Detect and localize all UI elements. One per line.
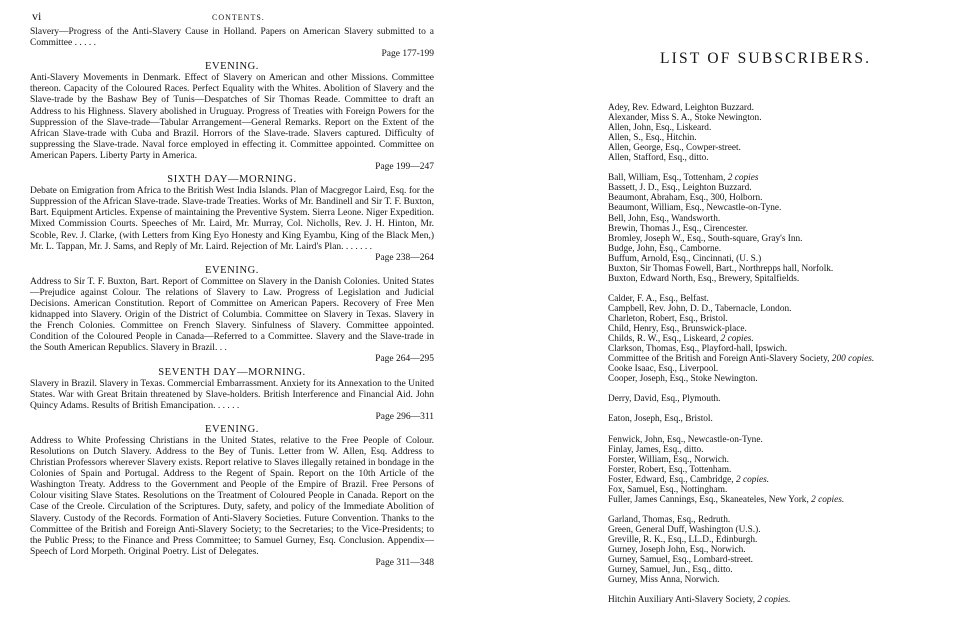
section-heading: EVENING. bbox=[204, 61, 260, 73]
subscriber-name: Finlay, James, Esq., ditto. bbox=[608, 444, 704, 455]
subscriber-entry bbox=[608, 394, 968, 404]
subscriber-name: Clarkson, Thomas, Esq., Playford-hall, Ipswich. bbox=[608, 344, 788, 355]
subscriber-name: Gurney, Samuel, Jun., Esq., ditto. bbox=[608, 565, 733, 576]
subscriber-entry bbox=[608, 455, 968, 465]
subscriber-entry bbox=[608, 173, 968, 183]
subscriber-entry bbox=[608, 113, 968, 123]
subscriber-name: Buxton, Edward North, Esq., Brewery, Spitalfields. bbox=[608, 273, 800, 284]
section-heading: SEVENTH DAY—MORNING. bbox=[158, 366, 306, 378]
subscriber-entry bbox=[608, 435, 968, 445]
subscriber-name: Gurney, Joseph John, Esq., Norwich. bbox=[608, 545, 746, 556]
contents-list bbox=[30, 27, 434, 569]
subscriber-name: Derry, David, Esq., Plymouth. bbox=[608, 394, 721, 405]
group-spacer bbox=[608, 384, 968, 394]
subscriber-name: Beaumont, Abraham, Esq., 300, Holborn. bbox=[608, 193, 763, 204]
subscriber-entry bbox=[608, 545, 968, 555]
group-spacer bbox=[608, 163, 968, 173]
subscriber-entry bbox=[608, 374, 968, 384]
subscriber-entry bbox=[608, 294, 968, 304]
subscriber-entry bbox=[608, 575, 968, 585]
subscriber-entry bbox=[608, 334, 968, 344]
subscriber-entry bbox=[608, 555, 968, 565]
subscriber-entry bbox=[608, 183, 968, 193]
group-spacer bbox=[608, 425, 968, 435]
page-reference: Page 296—311 bbox=[375, 411, 434, 422]
subscriber-entry bbox=[608, 354, 968, 364]
left-page bbox=[0, 0, 455, 632]
subscriber-name: Eaton, Joseph, Esq., Bristol. bbox=[608, 414, 713, 425]
subscriber-name: Forster, Robert, Esq., Tottenham. bbox=[608, 464, 732, 475]
subscriber-entry bbox=[608, 203, 968, 213]
subscriber-entry bbox=[608, 535, 968, 545]
subscriber-entry bbox=[608, 274, 968, 284]
copies-count: 2 copies. bbox=[720, 334, 754, 345]
subscriber-name: Charleton, Robert, Esq., Bristol. bbox=[608, 313, 728, 324]
subscriber-entry bbox=[608, 324, 968, 334]
subscriber-name: Bassett, J. D., Esq., Leighton Buzzard. bbox=[608, 183, 752, 194]
subscriber-entry bbox=[608, 495, 968, 505]
page-reference: Page 199—247 bbox=[375, 162, 434, 173]
subscriber-name: Fuller, James Cannings, Esq., Skaneateles, New York, bbox=[608, 494, 809, 505]
subscriber-list bbox=[608, 103, 968, 605]
subscriber-name: Foster, Edward, Esq., Cambridge, bbox=[608, 474, 734, 485]
subscriber-name: Gurney, Miss Anna, Norwich. bbox=[608, 575, 720, 586]
section-heading: EVENING. bbox=[204, 423, 260, 435]
subscribers-title: LIST OF SUBSCRIBERS. bbox=[660, 50, 872, 67]
group-spacer bbox=[608, 505, 968, 515]
subscriber-entry bbox=[608, 193, 968, 203]
subscriber-entry bbox=[608, 304, 968, 314]
subscriber-entry bbox=[608, 254, 968, 264]
contents-intro-text: Slavery—Progress of the Anti-Slavery Cause in Holland. Papers on American Slavery submitted to a Committee . . . . . bbox=[30, 27, 434, 49]
subscriber-entry bbox=[608, 133, 968, 143]
section-heading: EVENING. bbox=[204, 264, 260, 276]
subscriber-entry bbox=[608, 485, 968, 495]
subscriber-name: Allen, S., Esq., Hitchin. bbox=[608, 133, 697, 144]
subscriber-name: Committee of the British and Foreign Anti-Slavery Society, bbox=[608, 354, 830, 365]
subscriber-entry bbox=[608, 445, 968, 455]
subscriber-name: Bell, John, Esq., Wandsworth. bbox=[608, 213, 721, 224]
subscriber-entry bbox=[608, 475, 968, 485]
subscriber-entry bbox=[608, 103, 968, 113]
page-number: vi bbox=[32, 9, 42, 23]
subscriber-name: Campbell, Rev. John, D. D., Tabernacle, London. bbox=[608, 303, 792, 314]
group-spacer bbox=[608, 404, 968, 414]
page-reference: Page 264—295 bbox=[375, 354, 434, 365]
subscriber-name: Green, General Duff, Washington (U.S.). bbox=[608, 524, 761, 535]
subscriber-name: Allen, John, Esq., Liskeard. bbox=[608, 123, 712, 134]
group-spacer bbox=[608, 284, 968, 294]
subscriber-name: Child, Henry, Esq., Brunswick-place. bbox=[608, 324, 747, 335]
subscriber-entry bbox=[608, 264, 968, 274]
subscriber-name: Childs, R. W., Esq., Liskeard, bbox=[608, 334, 719, 345]
subscriber-name: Fox, Samuel, Esq., Nottingham. bbox=[608, 484, 728, 495]
subscriber-name: Buxton, Sir Thomas Fowell, Bart., Northrepps hall, Norfolk. bbox=[608, 263, 834, 274]
subscriber-entry bbox=[608, 244, 968, 254]
subscriber-name: Forster, William, Esq., Norwich. bbox=[608, 454, 729, 465]
subscriber-name: Buffum, Arnold, Esq., Cincinnati, (U. S.) bbox=[608, 253, 762, 264]
subscriber-entry bbox=[608, 314, 968, 324]
subscriber-name: Allen, Stafford, Esq., ditto. bbox=[608, 153, 709, 164]
subscriber-entry bbox=[608, 123, 968, 133]
subscriber-entry bbox=[608, 364, 968, 374]
subscriber-entry bbox=[608, 344, 968, 354]
section-text: Anti-Slavery Movements in Denmark. Effect of Slavery on American and other Missions. Committee thereon. Capacity of the Coloured Races. Perfect Equality with the Whites. Abolition of Slavery and the Slave-trade by the Bashaw Bey of Tunis—Despatches of Sir Thomas Reade. Committee to draft an Address to his Highness. Slavery abolished in Uruguay. Progress of Treaties with Foreign Powers for the Suppression of the Slave-trade—Tabular Arrangement—General Remarks. Report on the Extent of the African Slave-trade with Cuba and Brazil. Horrors of the Slave-trade. Slavers captured. Difficulty of suppressing the Slave-trade. Naval force employed in effecting it. Committee appointed. Committee on American Papers. Liberty Party in America. bbox=[30, 73, 434, 161]
subscriber-entry bbox=[608, 465, 968, 475]
subscriber-entry bbox=[608, 515, 968, 525]
subscriber-name: Garland, Thomas, Esq., Redruth. bbox=[608, 514, 731, 525]
page-reference: Page 311—348 bbox=[375, 557, 434, 568]
subscriber-entry bbox=[608, 143, 968, 153]
subscriber-name: Budge, John, Esq., Camborne. bbox=[608, 243, 722, 254]
group-spacer bbox=[608, 585, 968, 595]
subscriber-entry bbox=[608, 214, 968, 224]
subscriber-name: Alexander, Miss S. A., Stoke Newington. bbox=[608, 113, 762, 124]
subscriber-entry bbox=[608, 525, 968, 535]
contents-sections bbox=[30, 60, 434, 569]
subscriber-name: Ball, William, Esq., Tottenham, bbox=[608, 173, 726, 184]
subscriber-entry bbox=[608, 414, 968, 424]
section-text: Address to Sir T. F. Buxton, Bart. Report of Committee on Slavery in the Danish Colonies. United States—Prejudice against Colour. The relations of Slavery to Law. Progress of Legislation and Judicial Decisions. American Constitution. Report of Committee on American Papers. Recovery of Free Men kidnapped into Slavery. Origin of the District of Columbia. Committee on Slavery in Texas. Slavery in the French Colonies. Committee on French Slavery. Sinfulness of Slavery. Committee appointed. Condition of the Coloured People in Canada—Referred to a Committee. Slavery and the Slave-trade in the South American Republics. Slavery in Brazil. . . bbox=[30, 276, 434, 354]
copies-count: 2 copies. bbox=[811, 494, 845, 505]
subscriber-entry bbox=[608, 234, 968, 244]
subscriber-name: Gurney, Samuel, Esq., Lombard-street. bbox=[608, 555, 754, 566]
copies-count: 2 copies. bbox=[757, 595, 791, 606]
page-reference: Page 177-199 bbox=[381, 49, 434, 60]
copies-count: 2 copies. bbox=[735, 474, 770, 485]
subscriber-name: Hitchin Auxiliary Anti-Slavery Society, bbox=[608, 595, 756, 606]
copies-count: 200 copies. bbox=[831, 354, 875, 365]
section-text: Debate on Emigration from Africa to the British West India Islands. Plan of Macgregor Laird, Esq. for the Suppression of the African Slave-trade. Slave-trade Treaties. Works of Mr. Bandinell and Sir T. F. Buxton, Bart. Equipment Articles. Expense of maintaining the Preventive System. Sierra Leone. Niger Expedition. Mixed Commission Courts. Speeches of Mr. Laird, Mr. Murray, Col. Nicholls, Rev. J. H. Hinton, Mr. Scoble, Rev. J. Clarke, (with Letters from King Eyo Honesty and King Eyambu, King of the Black Men,) Mr. L. Tappan, Mr. J. Sams, and Reply of Mr. Laird. Rejection of Mr. Laird's Plan. . . . . . . bbox=[30, 186, 434, 252]
right-page bbox=[575, 0, 980, 632]
section-text: Address to White Professing Christians in the United States, relative to the Free People of Colour. Resolutions on Dutch Slavery. Address to the Bey of Tunis. Letter from W. Allen, Esq. Address to Christian Professors wherever Slavery exists. Report relative to Slaves illegally retained in bondage in the Colonies of Spain and Portugal. Address to the Regent of Spain. Report on the 10th Article of the Washington Treaty. Address to the Government and People of the Empire of Brazil. Free Persons of Colour visiting Slave States. Resolutions on the Treatment of Coloured People in Canada. Report on the Case of the Creole. Circulation of the Scriptures. Duty, safety, and policy of the Immediate Abolition of Slavery. Custody of the Records. Formation of Anti-Slavery Societies. Future Convention. Thanks to the Committee of the British and Foreign Anti-Slavery Society; to the Secretaries; to the Vice-Presidents; to the Public Press; to the Finance and Press Committee; to Samuel Gurney, Esq. Conclusion. Appendix—Speech of Lord Morpeth. Original Poetry. List of Delegates. bbox=[30, 435, 434, 557]
copies-count: 2 copies bbox=[727, 173, 759, 184]
section-text: Slavery in Brazil. Slavery in Texas. Commercial Embarrassment. Anxiety for its Annexation to the United States. War with Great Britain threatened by Slave-holders. British Interference and Financial Aid. John Quincy Adams. Results of British Emancipation. . . . . . bbox=[30, 378, 434, 411]
subscriber-entry bbox=[608, 595, 968, 605]
subscriber-name: Calder, F. A., Esq., Belfast. bbox=[608, 293, 709, 304]
subscriber-name: Cooke Isaac, Esq., Liverpool. bbox=[608, 364, 719, 375]
subscriber-name: Greville, R. K., Esq., LL.D., Edinburgh. bbox=[608, 535, 758, 546]
subscriber-entry bbox=[608, 565, 968, 575]
subscriber-name: Beaumont, William, Esq., Newcastle-on-Tyne. bbox=[608, 203, 782, 214]
running-head: CONTENTS. bbox=[212, 13, 265, 22]
section-heading: SIXTH DAY—MORNING. bbox=[167, 174, 297, 186]
subscriber-entry bbox=[608, 224, 968, 234]
subscriber-name: Adey, Rev. Edward, Leighton Buzzard. bbox=[608, 103, 754, 113]
subscriber-entry bbox=[608, 153, 968, 163]
subscriber-name: Brewin, Thomas J., Esq., Cirencester. bbox=[608, 223, 748, 234]
subscriber-name: Cooper, Joseph, Esq., Stoke Newington. bbox=[608, 374, 758, 385]
page-reference: Page 238—264 bbox=[375, 252, 434, 263]
subscriber-name: Bromley, Joseph W., Esq., South-square, Gray's Inn. bbox=[608, 233, 803, 244]
subscriber-name: Allen, George, Esq., Cowper-street. bbox=[608, 143, 741, 154]
subscriber-name: Fenwick, John, Esq., Newcastle-on-Tyne. bbox=[608, 434, 763, 445]
